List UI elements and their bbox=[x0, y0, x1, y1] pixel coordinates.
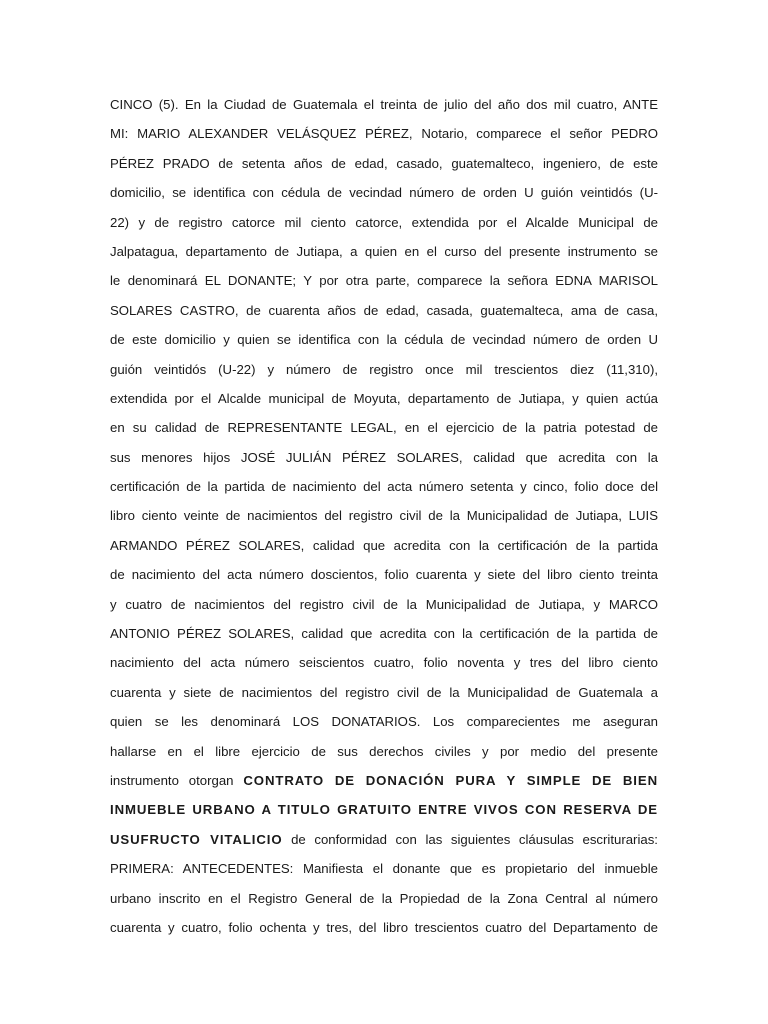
text-segment: guión veintidós (U-22) y número de registro once mil trescientos diez (11,310), bbox=[110, 361, 658, 377]
text-line bbox=[110, 178, 658, 207]
text-line bbox=[110, 90, 658, 119]
text-segment: PÉREZ PRADO de setenta años de edad, casado, guatemalteco, ingeniero, de este bbox=[110, 155, 658, 171]
text-segment: nacimiento del acta número seiscientos cuatro, folio noventa y tres del libro ciento bbox=[110, 655, 658, 671]
text-line bbox=[110, 678, 658, 707]
text-line bbox=[110, 766, 658, 795]
text-segment: SOLARES CASTRO, de cuarenta años de edad, casada, guatemalteca, ama de casa, bbox=[110, 302, 658, 318]
text-line bbox=[110, 560, 658, 589]
text-segment: libro ciento veinte de nacimientos del registro civil de la Municipalidad de Jutiapa, LUIS bbox=[110, 508, 658, 524]
text-line bbox=[110, 208, 658, 237]
text-segment: hallarse en el libre ejercicio de sus derechos civiles y por medio del presente bbox=[110, 743, 658, 759]
text-segment: MI: MARIO ALEXANDER VELÁSQUEZ PÉREZ, Notario, comparece el señor PEDRO bbox=[110, 126, 658, 142]
text-line bbox=[110, 619, 658, 648]
text-segment: Jalpatagua, departamento de Jutiapa, a quien en el curso del presente instrumento se bbox=[110, 243, 658, 259]
text-line bbox=[110, 296, 658, 325]
text-segment: cuarenta y cuatro, folio ochenta y tres, del libro trescientos cuatro del Departamento de bbox=[110, 919, 658, 935]
text-segment: cuarenta y siete de nacimientos del registro civil de la Municipalidad de Guatemala a bbox=[110, 684, 658, 700]
bold-text-segment: USUFRUCTO VITALICIO bbox=[110, 831, 283, 847]
text-line bbox=[110, 825, 658, 854]
text-segment: de conformidad con las siguientes cláusulas escriturarias: bbox=[282, 831, 658, 847]
text-segment: ANTONIO PÉREZ SOLARES, calidad que acredita con la certificación de la partida de bbox=[110, 626, 658, 642]
text-line bbox=[110, 325, 658, 354]
text-line bbox=[110, 355, 658, 384]
text-segment: extendida por el Alcalde municipal de Moyuta, departamento de Jutiapa, y quien actúa bbox=[110, 390, 658, 406]
text-line bbox=[110, 472, 658, 501]
text-line bbox=[110, 707, 658, 736]
text-segment: certificación de la partida de nacimiento del acta número setenta y cinco, folio doce del bbox=[110, 479, 658, 495]
text-segment: y cuatro de nacimientos del registro civil de la Municipalidad de Jutiapa, y MARCO bbox=[110, 596, 658, 612]
text-segment: sus menores hijos JOSÉ JULIÁN PÉREZ SOLARES, calidad que acredita con la bbox=[110, 449, 658, 465]
bold-text-segment: INMUEBLE URBANO A TITULO GRATUITO ENTRE VIVOS CON RESERVA DE bbox=[110, 802, 658, 818]
text-line bbox=[110, 737, 658, 766]
text-line bbox=[110, 854, 658, 883]
text-segment: instrumento otorgan bbox=[110, 772, 244, 788]
text-segment: le denominará EL DONANTE; Y por otra parte, comparece la señora EDNA MARISOL bbox=[110, 273, 658, 289]
text-line bbox=[110, 648, 658, 677]
text-segment: quien se les denominará LOS DONATARIOS. Los comparecientes me aseguran bbox=[110, 714, 658, 730]
document-page bbox=[110, 90, 658, 942]
text-line bbox=[110, 119, 658, 148]
text-line bbox=[110, 149, 658, 178]
text-line bbox=[110, 237, 658, 266]
text-segment: en su calidad de REPRESENTANTE LEGAL, en el ejercicio de la patria potestad de bbox=[110, 420, 658, 436]
text-segment: 22) y de registro catorce mil ciento catorce, extendida por el Alcalde Municipal de bbox=[110, 214, 658, 230]
text-segment: de nacimiento del acta número doscientos, folio cuarenta y siete del libro ciento treinta bbox=[110, 567, 658, 583]
text-segment: domicilio, se identifica con cédula de vecindad número de orden U guión veintidós (U- bbox=[110, 185, 658, 201]
text-line bbox=[110, 443, 658, 472]
text-line bbox=[110, 501, 658, 530]
text-line bbox=[110, 413, 658, 442]
text-segment: PRIMERA: ANTECEDENTES: Manifiesta el donante que es propietario del inmueble bbox=[110, 861, 658, 877]
bold-text-segment: CONTRATO DE DONACIÓN PURA Y SIMPLE DE BIEN bbox=[243, 772, 658, 788]
text-segment: de este domicilio y quien se identifica con la cédula de vecindad número de orden U bbox=[110, 332, 658, 348]
text-line bbox=[110, 531, 658, 560]
text-segment: urbano inscrito en el Registro General de la Propiedad de la Zona Central al número bbox=[110, 890, 658, 906]
text-line bbox=[110, 884, 658, 913]
text-line bbox=[110, 590, 658, 619]
text-segment: CINCO (5). En la Ciudad de Guatemala el treinta de julio del año dos mil cuatro, ANTE bbox=[110, 97, 658, 112]
text-line bbox=[110, 913, 658, 942]
text-line bbox=[110, 795, 658, 824]
text-line bbox=[110, 266, 658, 295]
text-segment: ARMANDO PÉREZ SOLARES, calidad que acredita con la certificación de la partida bbox=[110, 537, 658, 553]
text-line bbox=[110, 384, 658, 413]
